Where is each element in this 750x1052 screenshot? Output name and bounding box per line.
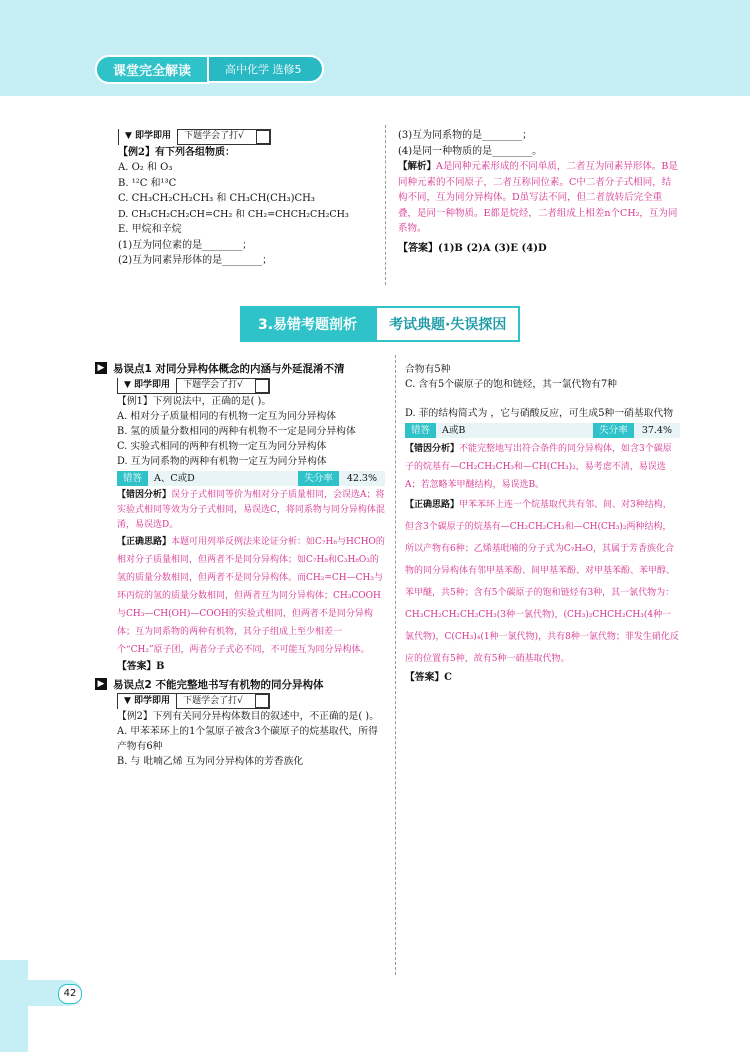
pitfall1-title: ▶ 易误点1 对同分异构体概念的内涵与外延混淆不清 (95, 362, 385, 377)
example2-right (398, 128, 678, 256)
idea-text: 本题可用列举反例法来论证分析：如C₇H₈与HCHO的相对分子质量相同，但两者不是同分异构体；如C₇H₈和C₃H₈O₃的氢的质量分数相同，但两者不是同分异构体。而CH₂=CH—CH₃与环丙烷的氢的质量分数相同，但两者互为同分异构体；CH₃COOH与CH₃—CH(OH)—COOH的实验式相同，但两者不是同分异构体；互为同系物的两种有机物，其分子组成上至少相差一个“CH₂”原子团，两者分子式必不同，不可能互为同分异构体。 (117, 536, 385, 655)
section-title: 3.易错考题剖析 (240, 306, 375, 342)
ex2-line: E. 甲烷和辛烷 (118, 224, 182, 236)
header-right: 高中化学 选修5 (209, 55, 324, 83)
rcol-line: 合物有5种 (405, 364, 451, 375)
rcol-line: C. 含有5个碳原子的饱和链烃，其一氯代物有7种 (405, 379, 617, 390)
ex2r-line: (4)是同一种物质的是________。 (398, 145, 543, 157)
example2-left (118, 128, 380, 269)
ek2-option: B. 与 吡喃乙烯 互为同分异构体的芳香族化 (117, 756, 304, 767)
idea-label: 【正确思路】 (117, 536, 172, 547)
err-text: 不能完整地写出符合条件的同分异构体，如含3个碳原子的烷基有—CH₂CH₂CH₃和—CH(CH₃)₂，易考虑不清，易误选A；若忽略苯甲醚结构，易误选B。 (405, 444, 672, 490)
ek1-question: 【例1】下列说法中，正确的是( )。 (117, 395, 272, 407)
section-subtitle: 考试典题·失误探因 (375, 306, 520, 342)
ex2-line: D. CH₃CH₂CH₂CH=CH₂ 和 CH₂=CHCH₂CH₂CH₃ (118, 208, 349, 220)
ek2-question: 【例2】下列有关同分异构体数目的叙述中，不正确的是( )。 (117, 711, 379, 722)
practice-tag: ▼ 即学即用 下题学会了打√ (117, 693, 270, 709)
err-label: 【错因分析】 (405, 444, 460, 454)
checkbox[interactable] (255, 379, 269, 393)
header-banner (95, 57, 324, 81)
rcol-line: D. 菲的结构简式为 ，它与硝酸反应，可生成5种一硝基取代物 (405, 408, 674, 419)
ek1-option: D. 互为同系物的两种有机物一定互为同分异构体 (117, 455, 327, 467)
analysis-text: A是同种元素形成的不同单质，二者互为同素异形体。B是同种元素的不同原子，二者互称同位素。C中二者分子式相同，结构不同，互为同分异构体。D虽写法不同，但二者放转后完全重叠，是同一种物质。E都是烷烃，二者组成上相差n个CH₂，互为同系物。 (398, 161, 678, 234)
ex2-line: C. CH₃CH₂CH₂CH₃ 和 CH₃CH(CH₃)CH₃ (118, 193, 315, 205)
left-stripe (0, 960, 28, 1052)
ek2-option: A. 甲苯苯环上的1个氢原子被含3个碳原子的烷基取代，所得产物有6种 (117, 726, 378, 752)
wrong-answer-bar: 错答 A或B 失分率 37.4% (405, 423, 680, 438)
arrow-icon: ▶ (95, 678, 107, 690)
ek1-option: C. 实验式相同的两种有机物一定互为同分异构体 (117, 440, 327, 452)
page-number: 42 (28, 980, 82, 1006)
ex2-line: A. O₂ 和 O₃ (118, 162, 173, 174)
section-header (240, 306, 520, 342)
ek1-option: A. 相对分子质量相同的有机物一定互为同分异构体 (117, 410, 337, 422)
ek1-option: B. 氢的质量分数相同的两种有机物不一定是同分异构体 (117, 425, 356, 437)
ek1-answer: 【答案】B (117, 660, 165, 672)
err-label: 【错因分析】 (117, 489, 172, 500)
ex2-title: 【例2】有下列各组物质： (118, 146, 235, 158)
ex2-line: B. ¹²C 和¹³C (118, 177, 177, 189)
pitfall-right (405, 362, 680, 685)
rcol-answer: 【答案】C (405, 672, 452, 683)
header-left: 课堂完全解读 (95, 55, 209, 84)
wrong-answer-bar: 错答 A、C或D 失分率 42.3% (117, 471, 385, 486)
analysis-label: 【解析】 (398, 161, 437, 172)
checkbox[interactable] (255, 694, 269, 708)
ex2r-line: (3)互为同系物的是________； (398, 130, 533, 141)
err-text: 误分子式相同等价为相对分子质量相同，会误选A；将实验式相同等效为分子式相同，易误选C，将同系物与同分异构体混淆，易误选D。 (117, 489, 385, 530)
divider (385, 125, 387, 285)
ex2-line: (1)互为同位素的是________； (118, 239, 253, 251)
pitfall2-title: ▶ 易误点2 不能完整地书写有机物的同分异构体 (95, 678, 385, 693)
idea-label: 【正确思路】 (405, 500, 460, 510)
arrow-icon: ▶ (95, 362, 107, 374)
checkbox[interactable] (256, 130, 270, 144)
pitfall-left (95, 362, 385, 769)
practice-tag: ▼ 即学即用 下题学会了打√ (117, 378, 270, 394)
ex2-line: (2)互为同素异形体的是________； (118, 255, 273, 267)
practice-tag: ▼ 即学即用 下题学会了打√ (118, 129, 271, 145)
ex2r-answer: 【答案】(1)B (2)A (3)E (4)D (398, 242, 547, 254)
idea-text: 甲苯苯环上连一个烷基取代共有邻、间、对3种结构，但含3个碳原子的烷基有—CH₂CH₂CH₃和—CH(CH₃)₂两种结构，所以产物有6种；乙烯基吡喃的分子式为C₇H₈O，其属于芳香族化合物的同分异构体有邻甲基苯酚、间甲基苯酚、对甲基苯酚、苯甲醇、苯甲醚，共5种；含有5个碳原子的饱和链烃有3种，其一氯代物为：CH₃CH₂CH₂CH₂CH₃(3种一氯代物)，(CH₃)₂CHCH₂CH₃(4种一氯代物)，C(CH₃)₄(1种一氯代物)，共有8种一氯代物；菲发生硝化反应的位置有5种，故有5种一硝基取代物。 (405, 500, 679, 664)
divider (395, 355, 397, 975)
